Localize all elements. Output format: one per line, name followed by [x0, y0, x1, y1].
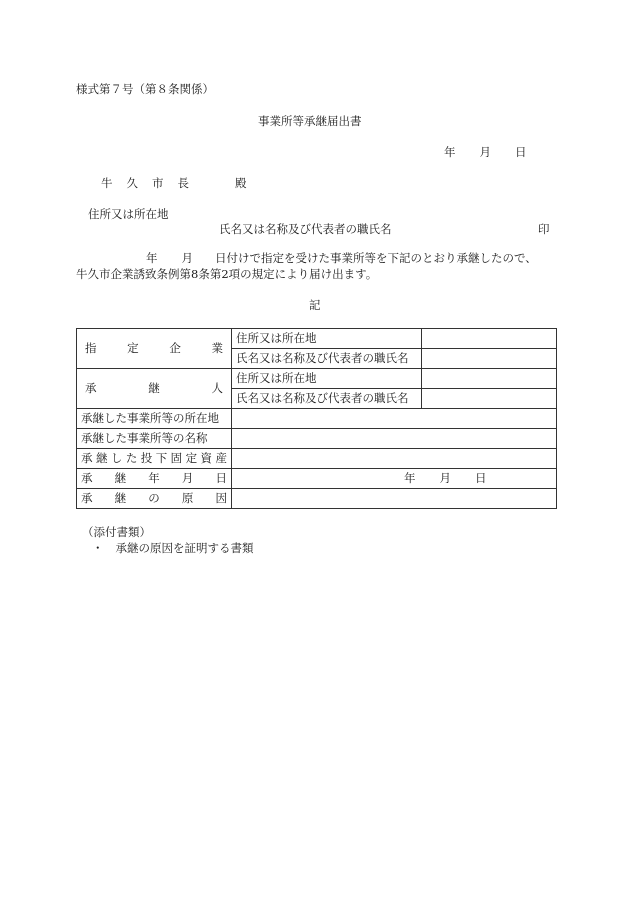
- seal-mark: 印: [538, 222, 550, 236]
- body-text-1: 日付けで指定を受けた事業所等を下記のとおり承継したので、: [215, 251, 537, 265]
- successor-name-value[interactable]: [422, 389, 557, 409]
- location-label: 承継した事業所等の所在地: [77, 409, 232, 429]
- succession-table: [76, 328, 557, 509]
- designated-name-label: 氏名又は名称及び代表者の職氏名: [232, 349, 422, 369]
- body-year: 年: [146, 251, 158, 265]
- addressee-char: 市: [152, 176, 164, 190]
- successor-address-label: 住所又は所在地: [232, 369, 422, 389]
- addressee-honorific: 殿: [235, 176, 247, 190]
- body-line-1: [146, 253, 537, 265]
- succession-date-day: 日: [475, 470, 487, 485]
- succession-cause-label: 承 継 の 原 因: [77, 489, 232, 509]
- attachment-item: [92, 543, 254, 555]
- date-day: 日: [515, 145, 527, 159]
- successor-name-label: 氏名又は名称及び代表者の職氏名: [232, 389, 422, 409]
- date-year: 年: [444, 145, 456, 159]
- ki-heading: 記: [309, 298, 321, 312]
- office-name-label: 承継した事業所等の名称: [77, 429, 232, 449]
- table-row: [77, 329, 557, 349]
- addressee-char: 牛: [101, 176, 113, 190]
- succession-date-month: 月: [439, 470, 451, 485]
- applicant-address-label: 住所又は所在地: [88, 207, 169, 221]
- succession-cause-value[interactable]: [232, 489, 557, 509]
- succession-date-year: 年: [404, 470, 416, 485]
- body-month: 月: [181, 251, 193, 265]
- body-line-2: 牛久市企業誘致条例第8条第2項の規定により届け出ます。: [76, 267, 378, 281]
- form-number: 様式第７号（第８条関係）: [76, 82, 214, 96]
- addressee: [101, 178, 251, 190]
- fixed-assets-label: 承 継 し た 投 下 固 定 資 産: [77, 449, 232, 469]
- bullet: ・: [92, 541, 104, 555]
- date-month: 月: [479, 145, 491, 159]
- date-line: [444, 147, 527, 159]
- office-name-value[interactable]: [232, 429, 557, 449]
- table-row: [77, 449, 557, 469]
- attachment-item-text: 承継の原因を証明する書類: [115, 541, 254, 555]
- designated-address-value[interactable]: [422, 329, 557, 349]
- designated-name-value[interactable]: [422, 349, 557, 369]
- table-row: [77, 469, 557, 489]
- fixed-assets-value[interactable]: [232, 449, 557, 469]
- addressee-char: 久: [126, 176, 138, 190]
- succession-date-label: 承 継 年 月 日: [77, 469, 232, 489]
- designated-address-label: 住所又は所在地: [232, 329, 422, 349]
- location-value[interactable]: [232, 409, 557, 429]
- attachments-heading: （添付書類）: [82, 525, 151, 539]
- addressee-char: 長: [177, 176, 189, 190]
- table-row: [77, 369, 557, 389]
- designated-company-label: 指 定 企 業: [77, 329, 232, 369]
- successor-label: 承 継 人: [77, 369, 232, 409]
- document-title: 事業所等承継届出書: [258, 114, 362, 128]
- successor-address-value[interactable]: [422, 369, 557, 389]
- table-row: [77, 489, 557, 509]
- table-row: [77, 429, 557, 449]
- succession-date-value[interactable]: [232, 469, 557, 489]
- table-row: [77, 409, 557, 429]
- applicant-name-label: 氏名又は名称及び代表者の職氏名: [219, 222, 392, 236]
